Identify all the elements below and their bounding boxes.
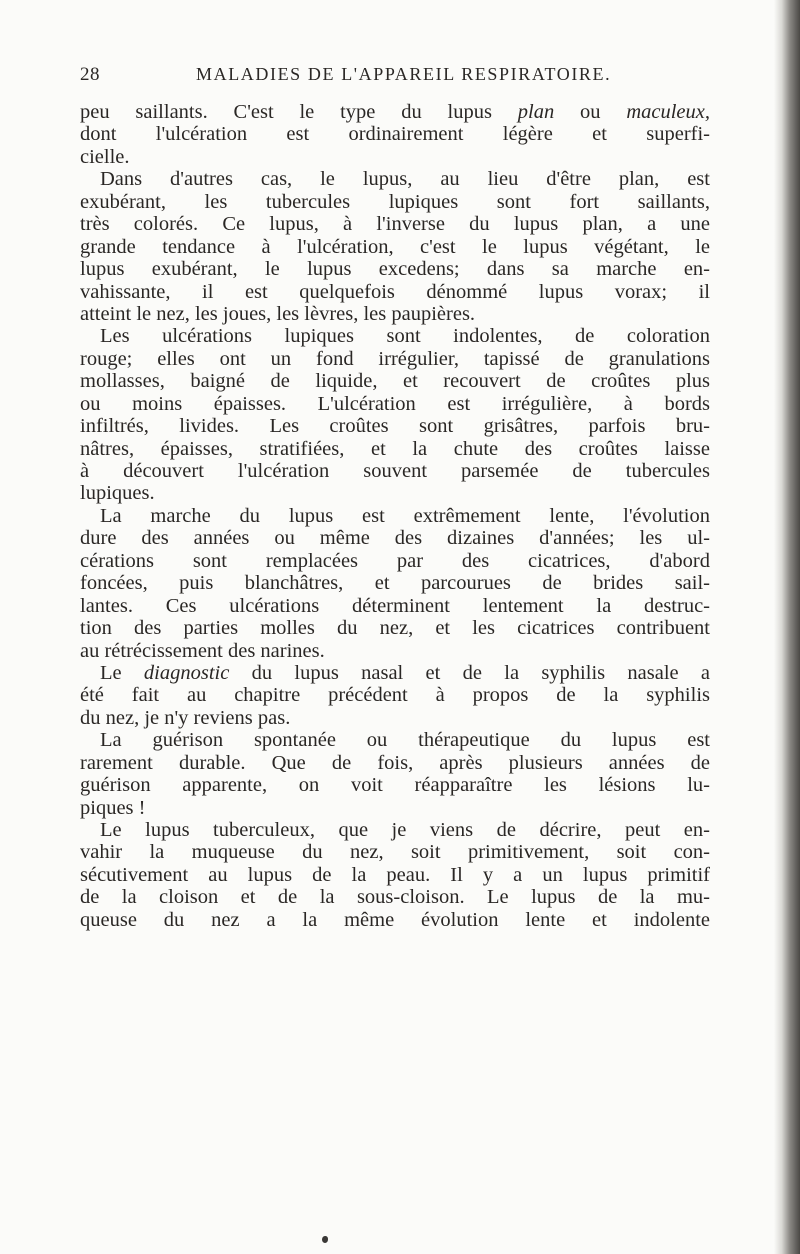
- ink-speck: [322, 1236, 328, 1243]
- text-line: La guérison spontanée ou thérapeutique du lupus est: [100, 729, 710, 752]
- text-line: peu saillants. C'est le type du lupus plan ou maculeux,: [80, 101, 710, 123]
- text-line: au rétrécissement des narines.: [80, 639, 325, 662]
- text-line: vahir la muqueuse du nez, soit primitivement, soit con-: [80, 841, 710, 864]
- text-line: à découvert l'ulcération souvent parsemée de tubercules: [80, 460, 710, 482]
- body-text: [80, 101, 710, 931]
- text-line: lantes. Ces ulcérations déterminent lentement la destruc-: [80, 594, 710, 617]
- text-line: lupiques.: [80, 482, 155, 505]
- text-line: sécutivement au lupus de la peau. Il y a un lupus primitif: [80, 863, 710, 886]
- text-line: infiltrés, livides. Les croûtes sont grisâtres, parfois bru-: [80, 415, 710, 438]
- text-line: de la cloison et de la sous-cloison. Le lupus de la mu-: [80, 886, 710, 909]
- text-line: atteint le nez, les joues, les lèvres, les paupières.: [80, 302, 476, 325]
- text-line: queuse du nez a la même évolution lente et indolente: [80, 908, 710, 931]
- text-line: Le diagnostic du lupus nasal et de la syphilis nasale a: [100, 661, 711, 684]
- running-header: [80, 64, 720, 92]
- text-line: piques !: [80, 796, 146, 819]
- text-line: cielle.: [80, 145, 130, 168]
- text-line: dure des années ou même des dizaines d'années; les ul-: [80, 527, 710, 550]
- text-line: très colorés. Ce lupus, à l'inverse du lupus plan, a une: [80, 213, 710, 236]
- text-line: guérison apparente, on voit réapparaître les lésions lu-: [80, 774, 710, 797]
- text-line: mollasses, baigné de liquide, et recouvert de croûtes plus: [80, 370, 710, 393]
- text-line: Les ulcérations lupiques sont indolentes, de coloration: [100, 325, 710, 348]
- text-line: Le lupus tuberculeux, que je viens de décrire, peut en-: [100, 819, 710, 841]
- text-line: rarement durable. Que de fois, après plusieurs années de: [80, 751, 710, 774]
- text-line: Dans d'autres cas, le lupus, au lieu d'être plan, est: [100, 168, 710, 191]
- text-line: été fait au chapitre précédent à propos de la syphilis: [80, 684, 710, 707]
- text-line: lupus exubérant, le lupus excedens; dans sa marche en-: [80, 258, 710, 281]
- running-title: MALADIES DE L'APPAREIL RESPIRATOIRE.: [196, 64, 612, 84]
- text-line: tion des parties molles du nez, et les cicatrices contribuent: [80, 617, 710, 640]
- text-line: dont l'ulcération est ordinairement légère et superfi-: [80, 123, 710, 146]
- text-line: ou moins épaisses. L'ulcération est irrégulière, à bords: [80, 392, 710, 415]
- text-line: grande tendance à l'ulcération, c'est le lupus végétant, le: [80, 235, 710, 258]
- text-line: foncées, puis blanchâtres, et parcourues de brides sail-: [80, 572, 710, 595]
- text-line: vahissante, il est quelquefois dénommé lupus vorax; il: [80, 280, 710, 303]
- text-line: rouge; elles ont un fond irrégulier, tapissé de granulations: [80, 347, 710, 370]
- text-line: du nez, je n'y reviens pas.: [80, 706, 291, 729]
- text-line: La marche du lupus est extrêmement lente, l'évolution: [100, 504, 710, 527]
- text-line: cérations sont remplacées par des cicatrices, d'abord: [80, 549, 710, 572]
- page-number: 28: [80, 64, 100, 85]
- text-line: nâtres, épaisses, stratifiées, et la chute des croûtes laisse: [80, 437, 710, 460]
- text-line: exubérant, les tubercules lupiques sont fort saillants,: [80, 190, 710, 213]
- page-binding-edge: [774, 0, 800, 1254]
